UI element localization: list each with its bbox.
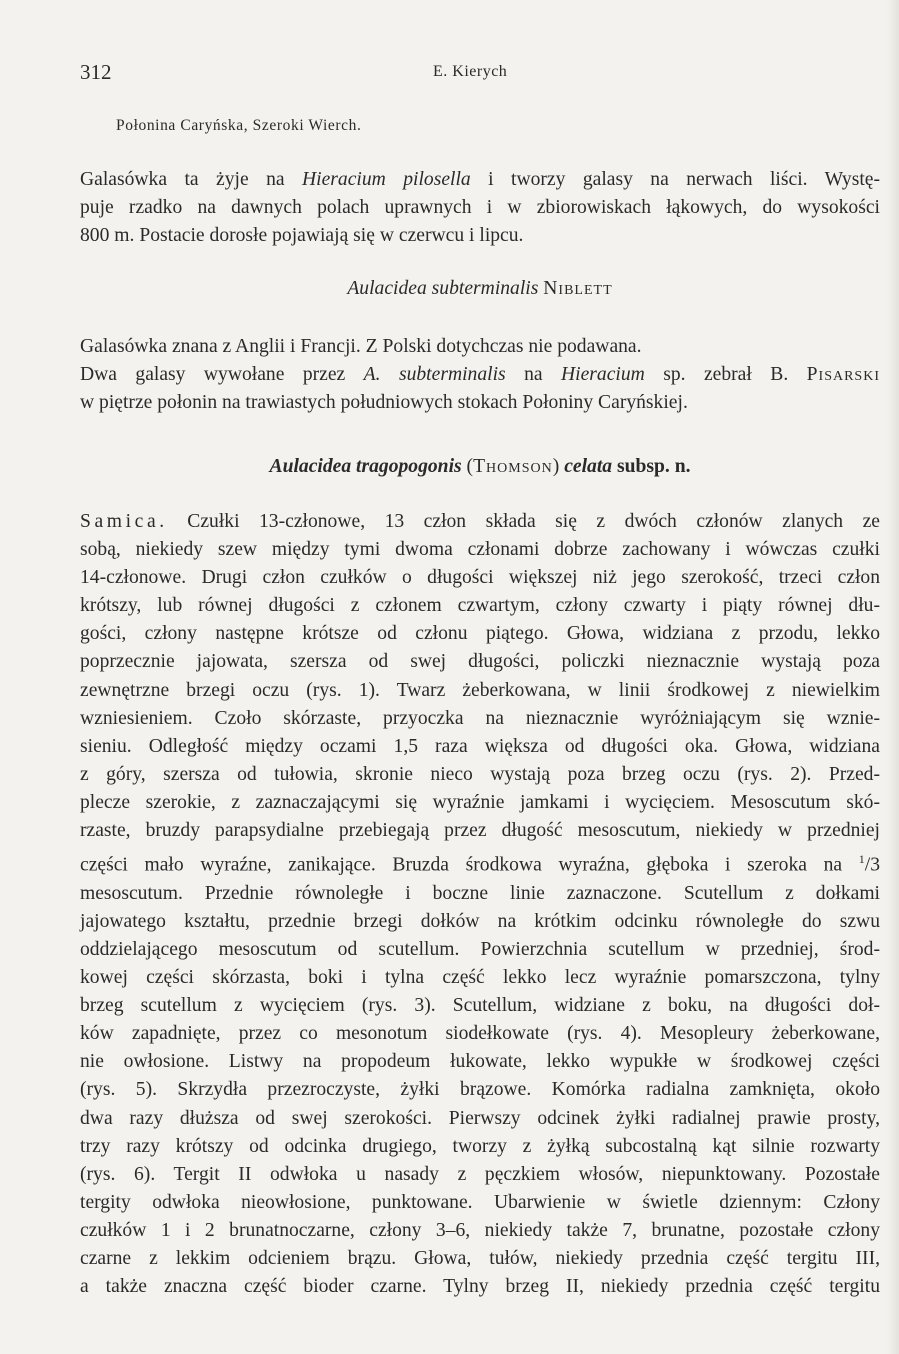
para3-line-16: oddzielającego mesoscutum od scutellum. Powierzchnia scutellum w przedniej, środ- bbox=[80, 938, 880, 960]
para3-line-10: z góry, szersza od tułowia, skronie nieco wystają poza brzeg oczu (rys. 2). Przed- bbox=[80, 763, 880, 785]
para2-line-3: w piętrze połonin na trawiastych południowych stokach Połoniny Caryńskiej. bbox=[80, 392, 688, 414]
para3-line-24: (rys. 6). Tergit II odwłoka u nasady z pęczkiem włosów, niepunktowany. Pozostałe bbox=[80, 1163, 880, 1185]
species-name: Aulacidea subterminalis bbox=[347, 278, 539, 299]
para3-line-17: kowej części skórzasta, boki i tylna część lekko lecz wyraźnie pomarszczona, tylny bbox=[80, 967, 880, 989]
para3-line-21: (rys. 5). Skrzydła przezroczyste, żyłki brązowe. Komórka radialna zamknięta, około bbox=[80, 1079, 880, 1101]
running-author: E. Kierych bbox=[433, 63, 508, 80]
subspecies-name: celata bbox=[564, 456, 613, 477]
para3-line-28: a także znaczna część bioder czarne. Tylny brzeg II, niekiedy przednia część tergitu bbox=[80, 1276, 880, 1298]
para3-line-18: brzeg scutellum z wycięciem (rys. 3). Scutellum, widziane z boku, na długości doł- bbox=[80, 995, 880, 1017]
para3-line-6: poprzecznie jajowata, szersza od swej długości, policzki nieznacznie wystają poza bbox=[80, 651, 880, 673]
para3-line-4: krótszy, lub równej długości z członem czwartym, człony czwarty i piąty równej dłu- bbox=[80, 595, 880, 617]
para3-line-12: rzaste, bruzdy parapsydialne przebiegają przez długość mesoscutum, niekiedy w przedniej bbox=[80, 820, 880, 842]
page-number: 312 bbox=[80, 60, 112, 84]
para3-line-3: 14-członowe. Drugi człon czułków o długości większej niż jego szerokość, trzeci człon bbox=[80, 567, 880, 589]
para3-line-20: nie owłosione. Listwy na propodeum łukowate, lekko wypukłe w środkowej części bbox=[80, 1051, 880, 1073]
species-author: Niblett bbox=[543, 278, 613, 299]
para3-line-2: sobą, niekiedy szew między tymi dwoma członami dobrze zachowany i wówczas czułki bbox=[80, 539, 880, 561]
para2-line-1: Galasówka znana z Anglii i Francji. Z Polski dotychczas nie podawana. bbox=[80, 336, 642, 357]
document-page bbox=[80, 0, 880, 1354]
subspecies-marker: subsp. n. bbox=[612, 456, 691, 477]
para3-line-1: Samica. Czułki 13-członowe, 13 człon składa się z dwóch członów zlanych ze bbox=[80, 511, 880, 532]
species-heading-1 bbox=[80, 278, 880, 300]
species-heading-2: Aulacidea tragopogonis (Thomson) celata subsp. n. bbox=[269, 456, 691, 477]
para3-line-22: dwa razy dłuższa od swej szerokości. Pierwszy odcinek żyłki radialnej prawie prosty, bbox=[80, 1107, 880, 1129]
species-name: Aulacidea tragopogonis bbox=[269, 456, 462, 477]
para2-line-2: Dwa galasy wywołane przez A. subterminalis na Hieracium sp. zebrał B. Pisarski bbox=[80, 364, 880, 386]
para3-line-23: trzy razy krótszy od odcinka drugiego, tworzy z żyłką subcostalną kąt silnie rozwarty bbox=[80, 1135, 880, 1157]
para1-line-3: 800 m. Postacie dorosłe pojawiają się w czerwcu i lipcu. bbox=[80, 225, 524, 247]
paragraph-2 bbox=[80, 333, 880, 417]
para1-line-2: puje rzadko na dawnych polach uprawnych i w zbiorowiskach łąkowych, do wysokości bbox=[80, 197, 880, 219]
para3-line-9: sieniu. Odległość między oczami 1,5 raza większa od długości oka. Głowa, widziana bbox=[80, 735, 880, 757]
para3-line-19: ków zapadnięte, przez co mesonotum siodełkowate (rys. 4). Mesopleury żeberkowane, bbox=[80, 1023, 880, 1045]
collector-name: Pisarski bbox=[806, 364, 880, 386]
paragraph-1 bbox=[80, 166, 880, 250]
para3-line-27: czarne z lekkim odcieniem brązu. Głowa, tułów, niekiedy przednia część tergitu III, bbox=[80, 1247, 880, 1269]
para3-line-25: tergity odwłoka nieowłosione, punktowane. Ubarwienie w świetle dziennym: Człony bbox=[80, 1191, 880, 1213]
para3-line-13: części mało wyraźne, zanikające. Bruzda środkowa wyraźna, głęboka i szeroka na $^1$/3 bbox=[80, 852, 880, 876]
para3-line-8: wzniesieniem. Czoło skórzaste, przyoczka na nieznacznie wyróżniającym się wznie- bbox=[80, 707, 880, 729]
para3-line-14: mesoscutum. Przednie równoległe i boczne linie zaznaczone. Scutellum z dołkami bbox=[80, 882, 880, 904]
paragraph-3-description bbox=[80, 508, 880, 1301]
page-edge bbox=[887, 0, 899, 1354]
para3-line-15: jajowatego kształtu, przednie brzegi dołków na krótkim odcinku równoległe do szwu bbox=[80, 910, 880, 932]
taxon-name: Hieracium pilosella bbox=[302, 169, 471, 190]
para3-line-26: czułków 1 i 2 brunatnoczarne, człony 3–6, niekiedy także 7, brunatne, pozostałe człony bbox=[80, 1219, 880, 1241]
para1-line-1: Galasówka ta żyje na Hieracium pilosella i tworzy galasy na nerwach liści. Wystę- bbox=[80, 169, 881, 190]
running-head bbox=[80, 60, 880, 90]
sex-label: Samica. bbox=[80, 511, 168, 532]
locality-line: Połonina Caryńska, Szeroki Wierch. bbox=[116, 117, 362, 134]
para3-line-5: gości, człony następne krótsze od członu piątego. Głowa, widziana z przodu, lekko bbox=[80, 623, 880, 645]
species-author: Thomson bbox=[473, 456, 553, 477]
para3-line-7: zewnętrzne brzegi oczu (rys. 1). Twarz żeberkowana, w linii środkowej z niewielkim bbox=[80, 679, 880, 701]
para3-line-11: plecze szerokie, z zaznaczającymi się wyraźnie jamkami i wycięciem. Mesoscutum skó- bbox=[80, 791, 880, 813]
